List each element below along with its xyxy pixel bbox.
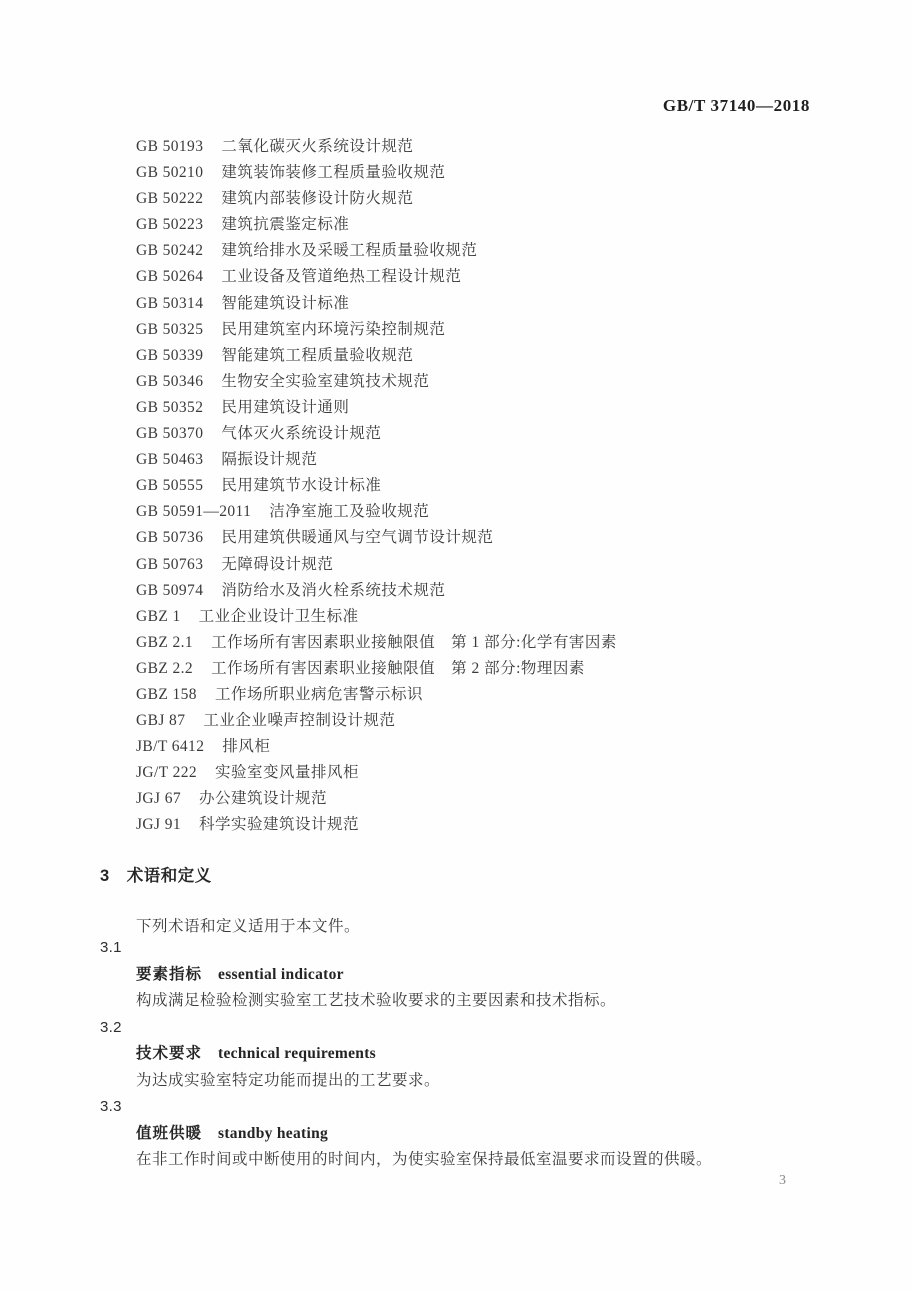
term-heading [100, 962, 862, 989]
section-title: 术语和定义 [126, 867, 212, 885]
reference-item [136, 369, 862, 395]
reference-item [136, 708, 862, 734]
standard-title: 建筑抗震鉴定标准 [221, 216, 350, 234]
standard-code: GB 50346 [136, 372, 204, 390]
term-definition: 为达成实验室特定功能而提出的工艺要求。 [136, 1071, 441, 1089]
term-number: 3.3 [100, 1098, 122, 1115]
standard-code: GB 50974 [136, 581, 204, 599]
reference-item [136, 473, 862, 499]
standard-title: 工作场所有害因素职业接触限值 第 1 部分:化学有害因素 [211, 633, 617, 651]
standard-title: 工作场所有害因素职业接触限值 第 2 部分:物理因素 [211, 659, 585, 677]
standard-title: 洁净室施工及验收规范 [269, 503, 430, 521]
standard-code: GB 50339 [136, 346, 204, 364]
standard-title: 排风柜 [222, 738, 271, 756]
standard-code: GB 50736 [136, 529, 204, 547]
term-definition: 在非工作时间或中断使用的时间内，为使实验室保持最低室温要求而设置的供暖。 [136, 1151, 713, 1168]
standard-title: 民用建筑设计通则 [221, 398, 350, 416]
section-number: 3 [100, 867, 110, 885]
term-name-en: essential indicator [218, 965, 344, 983]
standard-title: 智能建筑设计标准 [221, 294, 350, 312]
standard-code: GBZ 2.1 [136, 633, 194, 651]
reference-item [136, 786, 862, 812]
standard-code: GB 50210 [136, 164, 204, 182]
standard-title: 民用建筑供暖通风与空气调节设计规范 [221, 529, 494, 547]
standard-title: 建筑给排水及采暖工程质量验收规范 [221, 242, 478, 260]
standard-title: 工业企业设计卫生标准 [198, 607, 359, 625]
term-name-zh: 要素指标 [136, 965, 203, 983]
term-name-zh: 技术要求 [136, 1045, 203, 1062]
term-name-en: technical requirements [218, 1045, 377, 1062]
standard-code: JGJ 91 [136, 816, 182, 834]
reference-item [136, 734, 862, 760]
standard-title: 办公建筑设计规范 [199, 790, 328, 808]
reference-item [136, 291, 862, 317]
standard-title: 民用建筑节水设计标准 [221, 477, 382, 495]
reference-item [136, 343, 862, 369]
standard-title: 智能建筑工程质量验收规范 [221, 346, 414, 364]
reference-item [136, 812, 862, 838]
standard-title: 二氧化碳灭火系统设计规范 [221, 138, 414, 155]
term-number: 3.2 [100, 1018, 122, 1036]
reference-item [136, 447, 862, 473]
standard-code: GB 50591—2011 [136, 503, 252, 521]
standard-code: JGJ 67 [136, 790, 182, 808]
standard-code: JB/T 6412 [136, 738, 205, 756]
references-list [136, 134, 862, 839]
standard-title: 工作场所职业病危害警示标识 [214, 685, 423, 703]
term-heading [100, 1041, 862, 1068]
reference-item [136, 264, 862, 290]
standard-title: 建筑装饰装修工程质量验收规范 [221, 164, 446, 182]
standard-code: GB 50242 [136, 242, 204, 260]
reference-item [136, 317, 862, 343]
standard-code: GB 50763 [136, 555, 204, 573]
standard-code: GB 50555 [136, 477, 204, 495]
term-name-en: standby heating [218, 1124, 329, 1142]
reference-item [136, 421, 862, 447]
section-intro: 下列术语和定义适用于本文件。 [136, 918, 361, 935]
standard-title: 科学实验建筑设计规范 [199, 816, 360, 834]
standard-title: 工业企业噪声控制设计规范 [203, 712, 396, 730]
standard-code: GB 50223 [136, 216, 204, 234]
standard-title: 无障碍设计规范 [221, 555, 334, 573]
reference-item [136, 656, 862, 682]
standard-title: 生物安全实验室建筑技术规范 [221, 372, 430, 390]
standard-code: GB 50193 [136, 138, 204, 155]
reference-item [136, 186, 862, 212]
term-number: 3.1 [100, 939, 122, 956]
reference-item [136, 760, 862, 786]
standard-code: GB 50370 [136, 425, 204, 443]
standard-code: GBZ 2.2 [136, 659, 194, 677]
standard-code: GBZ 158 [136, 685, 197, 703]
reference-item [136, 525, 862, 551]
standard-title: 实验室变风量排风柜 [215, 764, 360, 782]
standard-title: 工业设备及管道绝热工程设计规范 [221, 268, 462, 286]
standard-code: GB 50222 [136, 190, 204, 208]
reference-item [136, 552, 862, 578]
standard-code: GB 50352 [136, 398, 204, 416]
term-name-zh: 值班供暖 [136, 1124, 203, 1142]
reference-item [136, 395, 862, 421]
standard-code: JG/T 222 [136, 764, 198, 782]
reference-item [136, 160, 862, 186]
standard-code: GB 50314 [136, 294, 204, 312]
reference-item [136, 630, 862, 656]
standard-title: 民用建筑室内环境污染控制规范 [221, 320, 446, 338]
standard-code: GBZ 1 [136, 607, 181, 625]
reference-item [136, 578, 862, 604]
page-number: 3 [779, 1173, 786, 1188]
reference-item [136, 604, 862, 630]
reference-item [136, 212, 862, 238]
reference-item [136, 238, 862, 264]
section-heading [100, 862, 212, 886]
term-heading [100, 1121, 862, 1148]
standard-code: GB 50463 [136, 451, 204, 469]
standard-number-header: GB/T 37140—2018 [662, 96, 810, 115]
term-definition: 构成满足检验检测实验室工艺技术验收要求的主要因素和技术指标。 [136, 992, 617, 1009]
reference-item [136, 134, 862, 160]
reference-item [136, 499, 862, 525]
standard-title: 隔振设计规范 [221, 451, 318, 469]
reference-item [136, 682, 862, 708]
standard-title: 气体灭火系统设计规范 [221, 425, 382, 443]
standard-title: 建筑内部装修设计防火规范 [221, 190, 414, 208]
standard-code: GB 50264 [136, 268, 204, 286]
standard-code: GB 50325 [136, 320, 204, 338]
standard-title: 消防给水及消火栓系统技术规范 [221, 581, 446, 599]
terms-list [100, 935, 862, 1174]
standard-code: GBJ 87 [136, 712, 186, 730]
